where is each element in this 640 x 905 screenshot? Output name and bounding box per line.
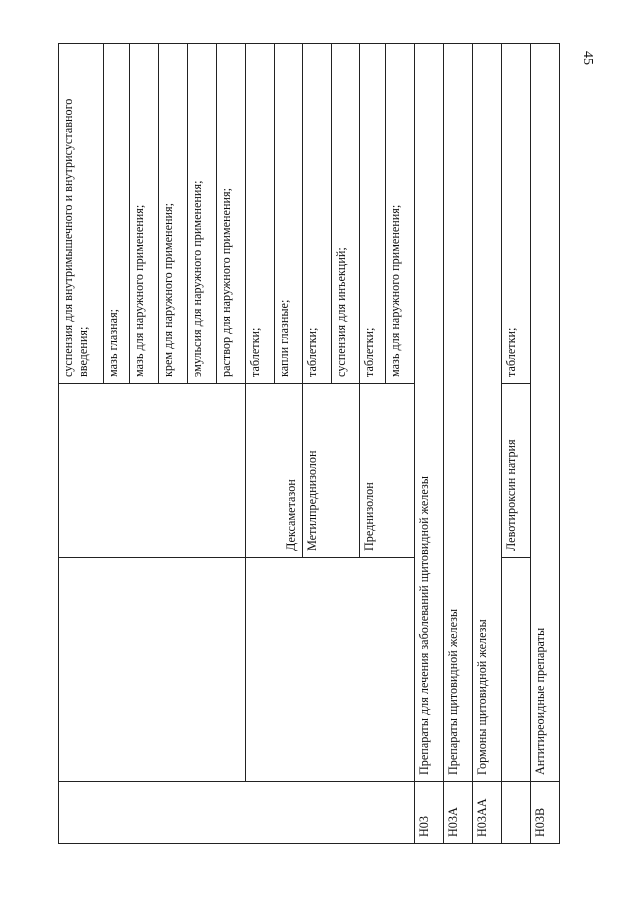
form-cell: таблетки; xyxy=(246,44,275,384)
form-cell: мазь для наружного применения; xyxy=(130,44,159,384)
drug-cell: Дексаметазон xyxy=(246,384,303,558)
code-cell xyxy=(59,782,415,844)
table-row xyxy=(531,44,560,844)
group-cell xyxy=(59,558,246,782)
drug-cell: Метилпреднизолон xyxy=(303,384,360,558)
form-cell: крем для наружного применения; xyxy=(159,44,188,384)
form-cell: капли глазные; xyxy=(275,44,303,384)
drug-cell xyxy=(59,384,246,558)
atc-code: H03B xyxy=(531,782,560,844)
atc-code: H03AA xyxy=(473,782,502,844)
table-row xyxy=(415,44,444,844)
page-number: 45 xyxy=(580,51,595,65)
form-cell: суспензия для внутримышечного и внутрисуставного введения; xyxy=(59,44,104,384)
form-cell: таблетки; xyxy=(502,44,531,384)
form-cell: мазь для наружного применения; xyxy=(386,44,415,384)
form-cell: эмульсия для наружного применения; xyxy=(188,44,217,384)
table-row xyxy=(59,44,104,844)
table-row xyxy=(444,44,473,844)
drug-cell: Левотироксин натрия xyxy=(502,384,531,558)
group-name: Антитиреоидные препараты xyxy=(531,44,560,782)
form-cell: мазь глазная; xyxy=(104,44,130,384)
group-name: Препараты щитовидной железы xyxy=(444,44,473,782)
group-cell xyxy=(502,558,531,782)
code-cell xyxy=(502,782,531,844)
group-name: Гормоны щитовидной железы xyxy=(473,44,502,782)
table-row xyxy=(502,44,531,844)
form-cell: таблетки; xyxy=(303,44,332,384)
form-cell: таблетки; xyxy=(360,44,386,384)
table-row xyxy=(473,44,502,844)
group-name: Препараты для лечения заболеваний щитовидной железы xyxy=(415,44,444,782)
drug-list-table xyxy=(58,43,560,844)
form-cell: раствор для наружного применения; xyxy=(217,44,246,384)
atc-code: H03 xyxy=(415,782,444,844)
form-cell: суспензия для инъекций; xyxy=(332,44,360,384)
rotated-table-container xyxy=(58,44,584,844)
drug-cell: Преднизолон xyxy=(360,384,415,558)
table-row xyxy=(246,44,275,844)
group-cell xyxy=(246,558,415,782)
atc-code: H03A xyxy=(444,782,473,844)
